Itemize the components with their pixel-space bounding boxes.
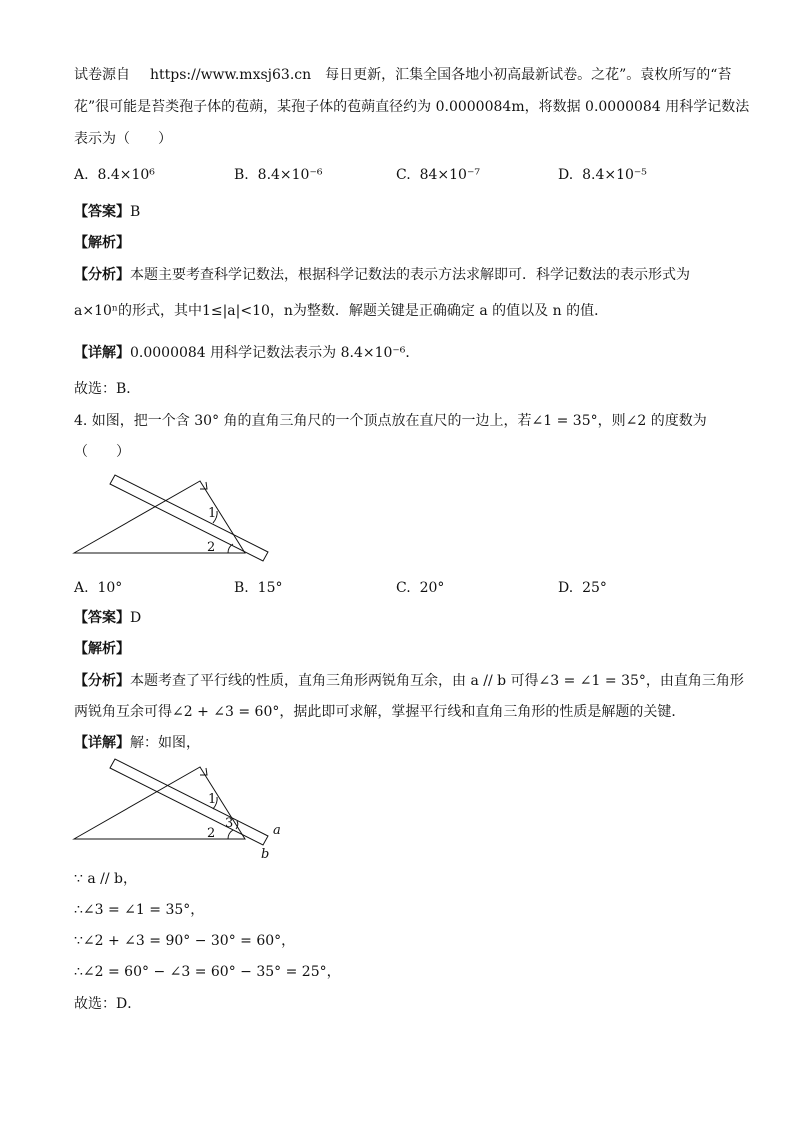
angle2-label: 2 — [207, 540, 216, 555]
q4-analysis-tag: 【解析】 — [74, 641, 130, 657]
q3-conclusion: 故选：B． — [74, 381, 141, 397]
q4-fenxi-line1: 【分析】本题考查了平行线的性质，直角三角形两锐角互余，由 a // b 可得∠3 = ∠1 = 35°，由直角三角形 — [74, 673, 744, 689]
angle1-label: 1 — [208, 506, 217, 521]
angle1-label: 1 — [208, 792, 217, 807]
q3-fenxi-line2: a×10ⁿ的形式，其中1≤|a|<10，n为整数．解题关键是正确确定 a 的值以及 n 的值． — [74, 303, 609, 319]
q3-option-a: A. 8.4×10⁶ — [74, 167, 155, 183]
q3-option-d: D. 8.4×10⁻⁵ — [558, 167, 647, 183]
angle2-label: 2 — [207, 826, 216, 841]
q3-line2: 花”很可能是苔类孢子体的苞蒴，某孢子体的苞蒴直径约为 0.0000084m，将数据 0.0000084 用科学记数法 — [74, 99, 750, 115]
q4-fenxi-line2: 两锐角互余可得∠2 + ∠3 = 60°，据此即可求解，掌握平行线和直角三角形的性质是解题的关键． — [74, 704, 686, 720]
q4-step-1: ∵ a // b， — [74, 871, 137, 887]
header-tagline: 每日更新，汇集全国各地小初高最新试卷。之花”。袁枚所写的“苔 — [325, 67, 732, 83]
ruler-shape — [110, 475, 268, 561]
q4-option-d: D. 25° — [558, 580, 607, 596]
source-url[interactable]: https://www.mxsj63.cn — [150, 67, 312, 83]
q4-step-3: ∵∠2 + ∠3 = 90° − 30° = 60°， — [74, 933, 296, 949]
q3-detail: 【详解】0.0000084 用科学记数法表示为 8.4×10⁻⁶． — [74, 345, 420, 361]
q4-option-b: B. 15° — [234, 580, 283, 596]
line-a-label: a — [273, 823, 281, 838]
q3-fenxi-line1: 【分析】本题主要考查科学记数法，根据科学记数法的表示方法求解即可．科学记数法的表示形式为 — [74, 267, 690, 283]
line-b-label: b — [261, 847, 270, 862]
angle2-arc — [228, 830, 233, 839]
q4-answer: 【答案】D — [74, 610, 142, 626]
q3-answer: 【答案】B — [74, 204, 141, 220]
ruler-shape — [110, 759, 268, 845]
q4-detail: 【详解】解：如图， — [74, 735, 200, 751]
q3-option-b: B. 8.4×10⁻⁶ — [234, 167, 323, 183]
q3-line3: 表示为（ ） — [74, 131, 172, 147]
q4-conclusion: 故选：D． — [74, 996, 142, 1012]
q4-step-4: ∴∠2 = 60° − ∠3 = 60° − 35° = 25°， — [74, 964, 341, 980]
q4-step-2: ∴∠3 = ∠1 = 35°， — [74, 902, 205, 918]
q4-stem-line1: 4. 如图，把一个含 30° 角的直角三角尺的一个顶点放在直尺的一边上，若∠1 = 35°，则∠2 的度数为 — [74, 413, 707, 429]
q4-figure-2 — [70, 756, 290, 864]
q4-figure-1 — [70, 470, 280, 566]
q4-stem-line2: （ ） — [74, 444, 130, 460]
q4-option-c: C. 20° — [396, 580, 445, 596]
q4-option-a: A. 10° — [74, 580, 123, 596]
header-line — [74, 66, 731, 84]
set-square-shape — [74, 481, 245, 553]
angle3-label: 3 — [225, 816, 234, 831]
set-square-shape — [74, 767, 245, 839]
q3-option-c: C. 84×10⁻⁷ — [396, 167, 480, 183]
source-prefix: 试卷源自 — [74, 67, 130, 83]
q3-analysis-tag: 【解析】 — [74, 235, 130, 251]
